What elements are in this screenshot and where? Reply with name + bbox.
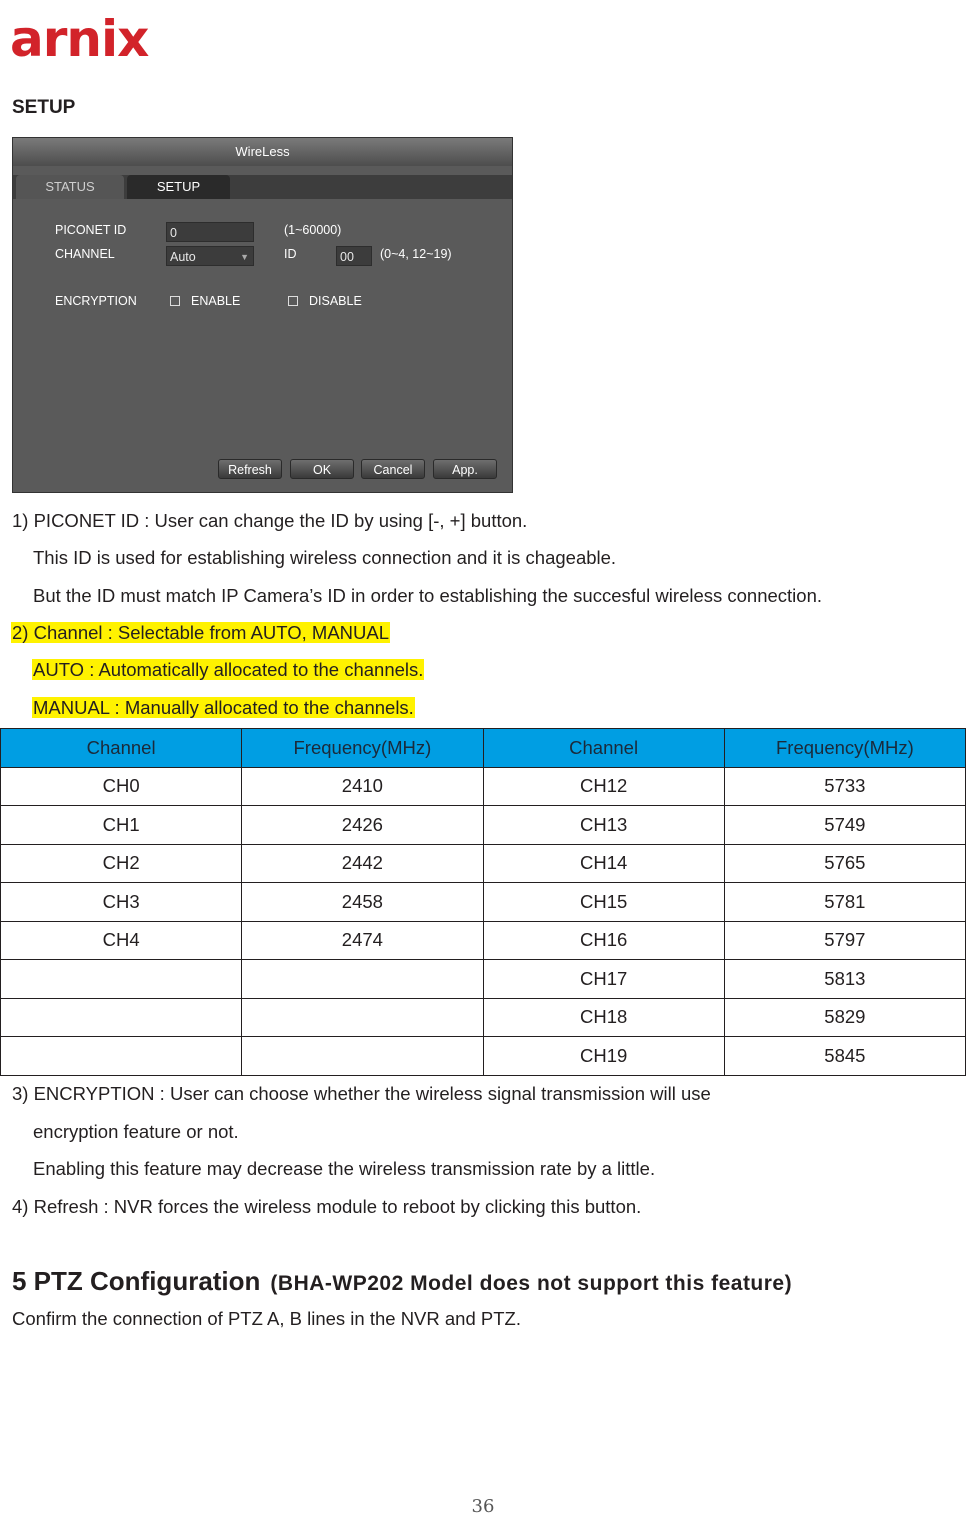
ok-button[interactable]: OK (290, 459, 354, 479)
table-cell: 2426 (242, 806, 483, 845)
text-encryption-detail: encryption feature or not. (33, 1121, 239, 1142)
table-row (1, 883, 966, 922)
text-piconet-id-detail: This ID is used for establishing wireless connection and it is chageable. (33, 547, 617, 568)
table-cell: CH12 (483, 767, 724, 806)
table-cell: 5765 (724, 844, 965, 883)
table-cell (242, 998, 483, 1037)
table-cell: CH15 (483, 883, 724, 922)
piconet-id-input[interactable]: 0 (166, 222, 254, 242)
section-5-heading (12, 1266, 792, 1297)
table-cell: CH16 (483, 921, 724, 960)
text-ptz-connection: Confirm the connection of PTZ A, B lines in the NVR and PTZ. (12, 1308, 521, 1329)
disable-checkbox[interactable] (288, 296, 298, 306)
table-cell: 5797 (724, 921, 965, 960)
tab-setup[interactable]: SETUP (127, 175, 230, 199)
disable-label: DISABLE (309, 294, 362, 308)
highlighted-text: MANUAL : Manually allocated to the channels. (33, 697, 414, 718)
table-cell: 5781 (724, 883, 965, 922)
highlighted-text: 2) Channel : Selectable from AUTO, MANUAL (12, 622, 390, 643)
table-cell (1, 998, 242, 1037)
arnix-logo (10, 14, 186, 66)
text-refresh: 4) Refresh : NVR forces the wireless module to reboot by clicking this button. (12, 1196, 642, 1217)
table-row (1, 921, 966, 960)
table-cell (1, 1037, 242, 1076)
table-cell: CH17 (483, 960, 724, 999)
table-cell: 2442 (242, 844, 483, 883)
svg-text:arnix: arnix (10, 14, 149, 66)
table-row (1, 806, 966, 845)
table-row (1, 960, 966, 999)
table-header-cell: Frequency(MHz) (242, 729, 483, 768)
table-cell: CH13 (483, 806, 724, 845)
app-button[interactable]: App. (433, 459, 497, 479)
table-header-row (1, 729, 966, 768)
table-cell: 5813 (724, 960, 965, 999)
table-cell: 5829 (724, 998, 965, 1037)
page-number: 36 (471, 1496, 495, 1517)
table-header-cell: Channel (483, 729, 724, 768)
table-header-cell: Channel (1, 729, 242, 768)
chevron-down-icon: ▼ (240, 252, 249, 262)
section-5-title: 5 PTZ Configuration (12, 1266, 261, 1296)
table-row (1, 844, 966, 883)
piconet-id-label: PICONET ID (55, 223, 127, 237)
table-cell (242, 960, 483, 999)
table-cell (242, 1037, 483, 1076)
table-cell: CH4 (1, 921, 242, 960)
channel-select-value: Auto (170, 250, 196, 264)
table-cell: CH19 (483, 1037, 724, 1076)
table-cell: 2474 (242, 921, 483, 960)
table-cell: 2410 (242, 767, 483, 806)
table-cell: CH3 (1, 883, 242, 922)
text-encryption: 3) ENCRYPTION : User can choose whether the wireless signal transmission will use (12, 1083, 711, 1104)
table-cell: CH0 (1, 767, 242, 806)
dvr-tab-bar (13, 175, 512, 199)
table-cell: 5733 (724, 767, 965, 806)
id-range: (0~4, 12~19) (380, 247, 452, 261)
channel-label: CHANNEL (55, 247, 115, 261)
table-cell: 5749 (724, 806, 965, 845)
section-label: SETUP (12, 97, 76, 118)
enable-label: ENABLE (191, 294, 241, 308)
table-row (1, 1037, 966, 1076)
highlighted-text: AUTO : Automatically allocated to the channels. (33, 659, 424, 680)
text-channel (11, 621, 390, 645)
table-cell: CH18 (483, 998, 724, 1037)
piconet-id-range: (1~60000) (284, 223, 342, 237)
text-piconet-id-match: But the ID must match IP Camera’s ID in order to establishing the succesful wireless connection. (33, 585, 823, 606)
dvr-window-title: WireLess (13, 138, 512, 166)
enable-checkbox[interactable] (170, 296, 180, 306)
table-cell: CH1 (1, 806, 242, 845)
encryption-label: ENCRYPTION (55, 294, 137, 308)
table-cell: CH2 (1, 844, 242, 883)
table-row (1, 767, 966, 806)
text-piconet-id: 1) PICONET ID : User can change the ID by using [-, +] button. (12, 510, 528, 531)
section-5-note: (BHA-WP202 Model does not support this feature) (270, 1272, 793, 1295)
id-label: ID (284, 247, 297, 261)
table-cell (1, 960, 242, 999)
refresh-button[interactable]: Refresh (218, 459, 282, 479)
channel-select[interactable] (166, 246, 254, 266)
id-input[interactable]: 00 (336, 246, 372, 266)
wireless-setup-screenshot (12, 137, 513, 493)
table-header-cell: Frequency(MHz) (724, 729, 965, 768)
text-encryption-note: Enabling this feature may decrease the wireless transmission rate by a little. (33, 1158, 656, 1179)
text-channel-manual (32, 696, 415, 720)
table-cell: 5845 (724, 1037, 965, 1076)
table-cell: 2458 (242, 883, 483, 922)
cancel-button[interactable]: Cancel (361, 459, 425, 479)
table-cell: CH14 (483, 844, 724, 883)
channel-frequency-table (0, 728, 966, 1076)
text-channel-auto (32, 658, 424, 682)
tab-status[interactable]: STATUS (16, 175, 124, 199)
table-row (1, 998, 966, 1037)
